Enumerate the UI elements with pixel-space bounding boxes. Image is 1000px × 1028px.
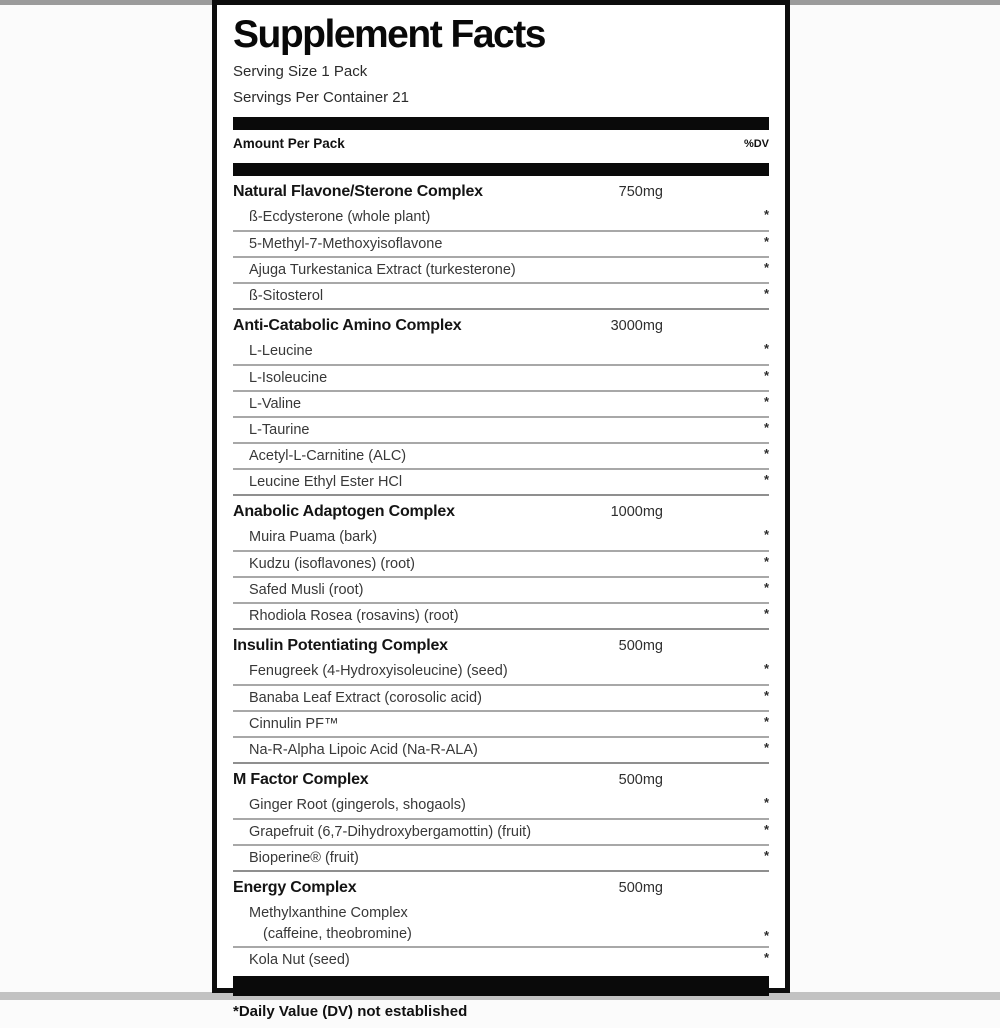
ingredient-row (233, 736, 769, 762)
section-header (233, 176, 769, 205)
divider-bar-bottom (233, 976, 769, 996)
ingredient-row (233, 390, 769, 416)
ingredient-name: Ajuga Turkestanica Extract (turkesterone) (249, 262, 516, 278)
section-amount: 500mg (618, 638, 663, 654)
ingredient-name: Safed Musli (root) (249, 582, 364, 598)
dv-asterisk: * (763, 580, 769, 595)
ingredient-row (233, 256, 769, 282)
section-insulin-potentiating (233, 628, 769, 762)
dv-footnote: *Daily Value (DV) not established (233, 1003, 468, 1020)
section-name: Insulin Potentiating Complex (233, 637, 448, 654)
dv-asterisk: * (763, 606, 769, 621)
dv-asterisk: * (763, 368, 769, 383)
ingredient-name: Kudzu (isoflavones) (root) (249, 556, 416, 572)
section-name: Energy Complex (233, 879, 357, 896)
ingredient-name (249, 903, 412, 945)
ingredient-row (233, 416, 769, 442)
section-name: Natural Flavone/Sterone Complex (233, 183, 483, 200)
ingredient-row (233, 901, 769, 946)
ingredient-name: Acetyl-L-Carnitine (ALC) (249, 448, 407, 464)
dv-asterisk: * (763, 822, 769, 837)
ingredient-row (233, 468, 769, 494)
section-header (233, 764, 769, 793)
ingredient-row (233, 364, 769, 390)
dv-asterisk: * (763, 394, 769, 409)
ingredient-row (233, 339, 769, 364)
ingredient-row (233, 946, 769, 972)
serving-size: Serving Size 1 Pack (233, 63, 368, 80)
ingredient-name: Ginger Root (gingerols, shogaols) (249, 797, 466, 813)
section-amount: 750mg (618, 184, 663, 200)
dv-asterisk: * (763, 950, 769, 965)
dv-asterisk: * (763, 554, 769, 569)
ingredient-name: L-Taurine (249, 422, 310, 438)
ingredient-row (233, 550, 769, 576)
ingredient-name: Grapefruit (6,7-Dihydroxybergamottin) (fruit) (249, 824, 532, 840)
dv-asterisk: * (763, 928, 769, 943)
sections-list (233, 176, 769, 972)
ingredient-name-line2: (caffeine, theobromine) (263, 926, 412, 942)
dv-asterisk: * (763, 527, 769, 542)
ingredient-name: L-Isoleucine (249, 370, 328, 386)
divider-bar-header (233, 163, 769, 176)
section-amount: 1000mg (610, 504, 663, 520)
ingredient-name-line1: Methylxanthine Complex (249, 905, 408, 921)
ingredient-name: ß-Sitosterol (249, 288, 324, 304)
ingredient-name: Muira Puama (bark) (249, 529, 378, 545)
section-name: Anabolic Adaptogen Complex (233, 503, 455, 520)
ingredient-row (233, 659, 769, 684)
section-header (233, 496, 769, 525)
ingredient-row (233, 602, 769, 628)
dv-asterisk: * (763, 688, 769, 703)
section-header (233, 630, 769, 659)
ingredient-row (233, 442, 769, 468)
ingredient-name: 5-Methyl-7-Methoxyisoflavone (249, 236, 443, 252)
dv-asterisk: * (763, 286, 769, 301)
ingredient-row (233, 710, 769, 736)
ingredient-row (233, 230, 769, 256)
ingredient-row (233, 793, 769, 818)
column-header-row (233, 130, 769, 157)
section-name: M Factor Complex (233, 771, 369, 788)
dv-asterisk: * (763, 848, 769, 863)
section-amount: 3000mg (610, 318, 663, 334)
ingredient-name: Fenugreek (4-Hydroxyisoleucine) (seed) (249, 663, 508, 679)
section-m-factor (233, 762, 769, 870)
section-header (233, 872, 769, 901)
ingredient-name: L-Valine (249, 396, 302, 412)
section-anti-catabolic-amino (233, 308, 769, 494)
dv-asterisk: * (763, 795, 769, 810)
ingredient-row (233, 282, 769, 308)
ingredient-name: Kola Nut (seed) (249, 952, 350, 968)
ingredient-name: Bioperine® (fruit) (249, 850, 359, 866)
section-anabolic-adaptogen (233, 494, 769, 628)
section-header (233, 310, 769, 339)
ingredient-row (233, 818, 769, 844)
dv-asterisk: * (763, 661, 769, 676)
dv-asterisk: * (763, 260, 769, 275)
ingredient-row (233, 525, 769, 550)
amount-per-pack-header: Amount Per Pack (233, 136, 345, 151)
dv-asterisk: * (763, 740, 769, 755)
ingredient-name: Cinnulin PF™ (249, 716, 339, 732)
dv-asterisk: * (763, 446, 769, 461)
dv-asterisk: * (763, 472, 769, 487)
ingredient-name: L-Leucine (249, 343, 313, 359)
ingredient-name: Na-R-Alpha Lipoic Acid (Na-R-ALA) (249, 742, 478, 758)
ingredient-row (233, 576, 769, 602)
dv-asterisk: * (763, 420, 769, 435)
section-natural-flavone-sterone (233, 176, 769, 308)
percent-dv-header: %DV (743, 137, 769, 150)
ingredient-row (233, 205, 769, 230)
dv-asterisk: * (763, 234, 769, 249)
label-title: Supplement Facts (233, 13, 545, 56)
dv-asterisk: * (763, 207, 769, 222)
ingredient-name: Rhodiola Rosea (rosavins) (root) (249, 608, 459, 624)
ingredient-name: ß-Ecdysterone (whole plant) (249, 209, 431, 225)
ingredient-row (233, 844, 769, 870)
dv-asterisk: * (763, 341, 769, 356)
section-amount: 500mg (618, 772, 663, 788)
dv-asterisk: * (763, 714, 769, 729)
servings-per-container: Servings Per Container 21 (233, 89, 409, 106)
section-amount: 500mg (618, 880, 663, 896)
ingredient-name: Leucine Ethyl Ester HCl (249, 474, 403, 490)
divider-bar-top (233, 117, 769, 130)
section-name: Anti-Catabolic Amino Complex (233, 317, 462, 334)
ingredient-row (233, 684, 769, 710)
section-energy (233, 870, 769, 972)
ingredient-name: Banaba Leaf Extract (corosolic acid) (249, 690, 482, 706)
supplement-facts-label (212, 0, 790, 1020)
